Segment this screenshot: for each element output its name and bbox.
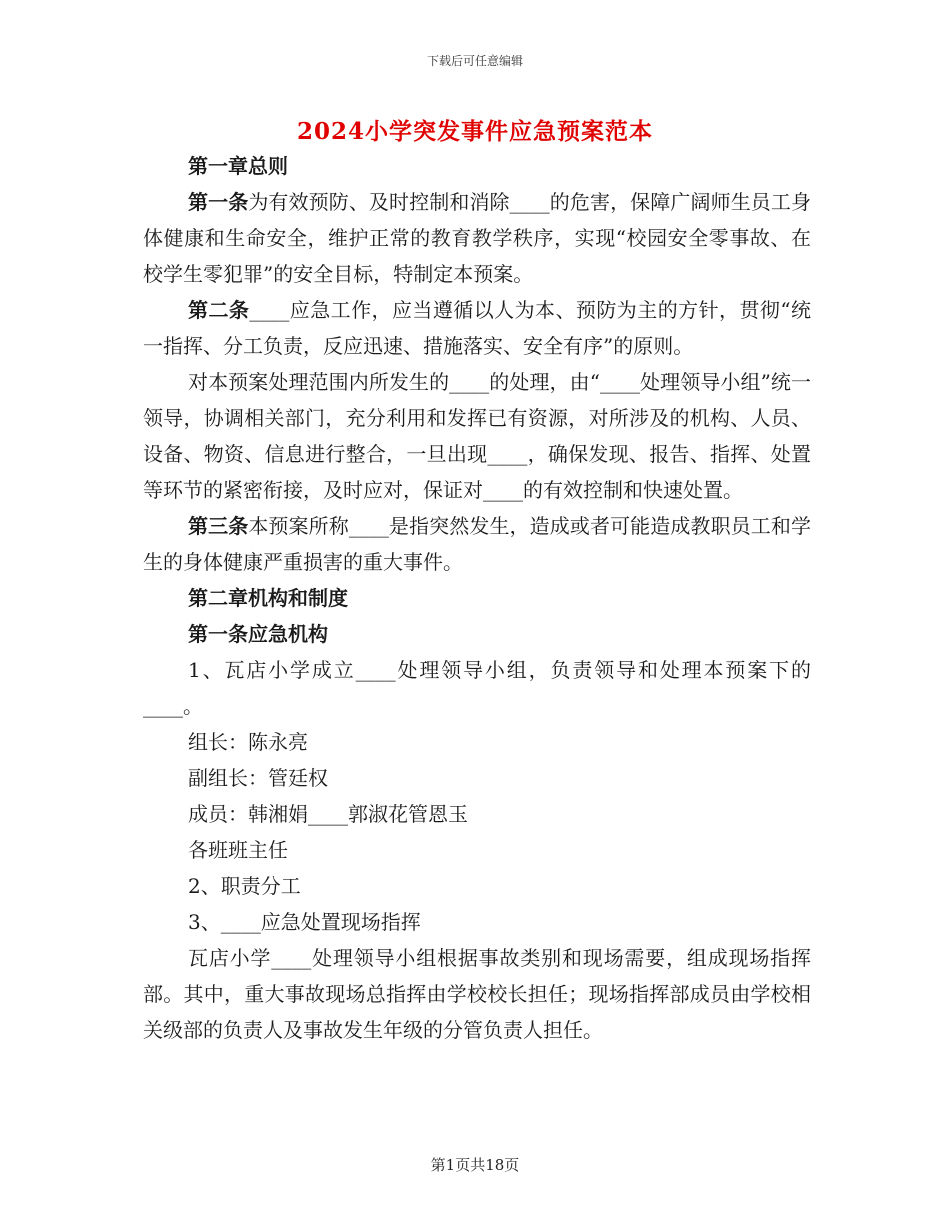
paragraph-text: 各班班主任 <box>188 838 288 862</box>
members <box>143 796 811 832</box>
header-note: 下载后可任意编辑 <box>426 54 523 68</box>
paragraph-text: 瓦店小学____处理领导小组根据事故类别和现场需要，组成现场指挥部。其中，重大事故现场总指挥由学校校长担任；现场指挥部成员由学校相关级部的负责人及事故发生年级的分管负责人担任。 <box>143 946 811 1042</box>
page-footer: 第1页共18页 <box>430 1156 520 1174</box>
article-2-detail <box>143 364 811 508</box>
paragraph-lead: 第二章机构和制度 <box>188 586 348 610</box>
group-leader <box>143 724 811 760</box>
chapter-1-heading <box>143 148 811 184</box>
paragraph-lead: 第三条 <box>188 514 249 538</box>
document-body <box>143 148 811 1048</box>
item-3 <box>143 904 811 940</box>
deputy-leader <box>143 760 811 796</box>
paragraph-text: 成员：韩湘娟____郭淑花管恩玉 <box>188 802 468 826</box>
item-2 <box>143 868 811 904</box>
paragraph-text: 副组长：管廷权 <box>188 766 328 790</box>
article-1 <box>143 184 811 292</box>
paragraph-text: 3、____应急处置现场指挥 <box>188 910 421 934</box>
paragraph-text: 1、瓦店小学成立____处理领导小组，负责领导和处理本预案下的____。 <box>143 658 811 718</box>
paragraph-lead: 第一章总则 <box>188 154 288 178</box>
document-title: 2024小学突发事件应急预案范本 <box>296 118 653 145</box>
paragraph-text: 组长：陈永亮 <box>188 730 308 754</box>
article-3 <box>143 508 811 580</box>
paragraph-text: 为有效预防、及时控制和消除____的危害，保障广阔师生员工身体健康和生命安全，维护正常的教育教学秩序，实现“校园安全零事故、在校学生零犯罪”的安全目标，特制定本预案。 <box>143 190 812 286</box>
paragraph-lead: 第一条 <box>188 190 249 214</box>
article-emergency-org <box>143 616 811 652</box>
item-1 <box>143 652 811 724</box>
command-paragraph <box>143 940 811 1048</box>
paragraph-lead: 第一条应急机构 <box>188 622 328 646</box>
paragraph-text: 对本预案处理范围内所发生的____的处理，由“____处理领导小组”统一领导，协调相关部门，充分利用和发挥已有资源，对所涉及的机构、人员、设备、物资、信息进行整合，一旦出现____，确保发现、报告、指挥、处置等环节的紧密衔接，及时应对，保证对____的有效控制和快速处置。 <box>143 370 811 502</box>
paragraph-text: ____应急工作，应当遵循以人为本、预防为主的方针，贯彻“统一指挥、分工负责，反应迅速、措施落实、安全有序”的原则。 <box>143 298 811 358</box>
paragraph-lead: 第二条 <box>188 298 250 322</box>
paragraph-text: 本预案所称____是指突然发生，造成或者可能造成教职员工和学生的身体健康严重损害的重大事件。 <box>143 514 812 574</box>
article-2 <box>143 292 811 364</box>
class-teachers <box>143 832 811 868</box>
paragraph-text: 2、职责分工 <box>188 874 301 898</box>
chapter-2-heading <box>143 580 811 616</box>
